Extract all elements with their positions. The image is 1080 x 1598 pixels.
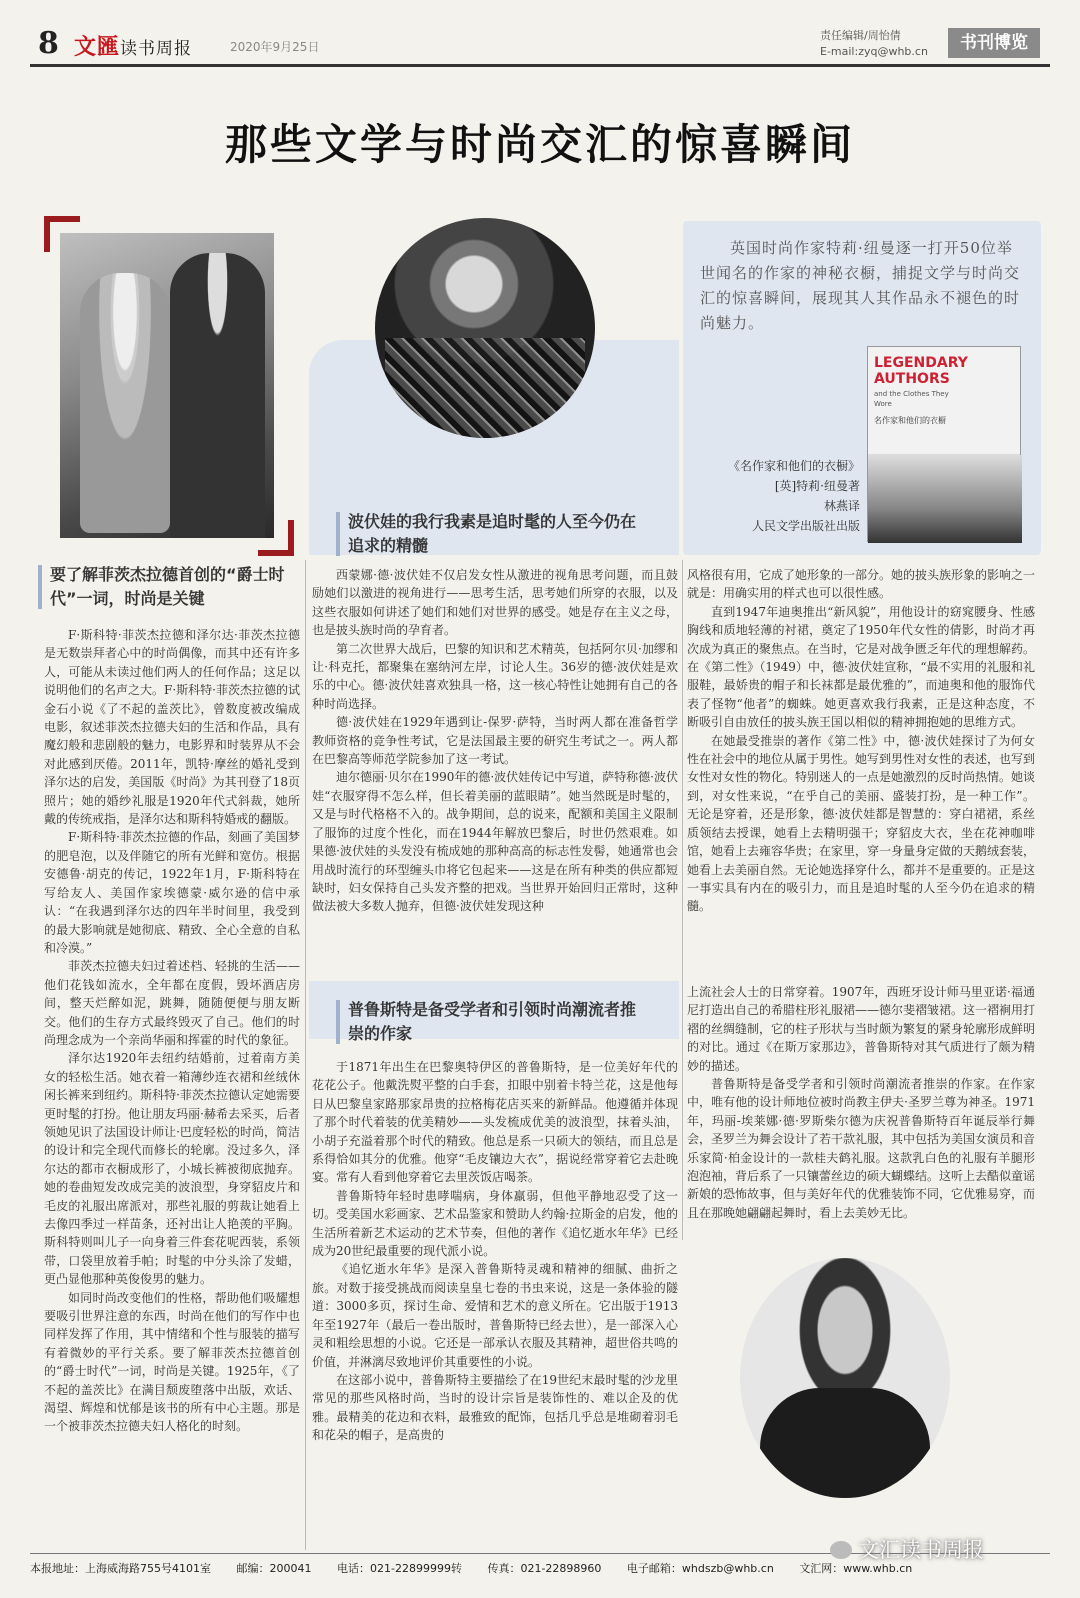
proust-photo — [740, 1258, 950, 1498]
paragraph: 如同时尚改变他们的性格，帮助他们吸耀想要吸引世界注意的东西，时尚在他们的写作中也同样发挥了作用，其中情绪和个性与服装的描写有着微妙的平行关系。要了解菲茨杰拉德首创的“爵士时代”一词，时尚是关键。1925年，《了不起的盖茨比》在满目颓废堕落中出版，欢话、渴望、辉煌和忧郁是该书的所有中心主题。那是一个被菲茨杰拉德夫妇人格化的时刻。 — [44, 1290, 300, 1434]
beauvoir-photo — [375, 218, 595, 438]
paragraph: 泽尔达1920年去纽约结婚前，过着南方美女的轻松生活。她衣着一箱薄纱连衣裙和丝绒休闲长裤来到纽约。斯科特·菲茨杰拉德认定她需要更时髦的打扮。他让朋友玛丽·赫希去采买，后者领她见识了法国设计师让·巴度轻松的时尚，简洁的设计和完全现代而修长的轮廓。没过多久，泽尔达的都市衣橱成形了，小城长裤被彻底抛弃。她的卷曲短发改成完美的波浪型，身穿貂皮片和毛皮的礼服出席派对，那些礼服的剪裁让她看上去像四季过一样苗条，还衬出让人艳羡的平胸。斯科特则叫儿子一向身着三件套花呢西装，系领带，口袋里放着手帕；时髦的中分头涂了发蜡，更凸显他那种英俊俊男的魅力。 — [44, 1051, 300, 1287]
paragraph: 普鲁斯特是备受学者和引领时尚潮流者推崇的作家。在作家中，唯有他的设计师地位被时尚教主伊夫·圣罗兰尊为神圣。1971年，玛丽-埃莱娜·德·罗斯柴尔德为庆祝普鲁斯特百年诞辰举行舞会，圣罗兰为舞会设计了若干款礼服，其中包括为美国女演员和音乐家简·柏金设计的一款桂夫鹤礼服。这款乳白色的礼服有羊腿形泡泡袖，背后系了一只镶蕾丝边的硕大蝴蝶结。这听上去酷似童谣新娘的恐怖故事，但与美好年代的优雅装饰不同，它优雅易穿，而且在那晚她翩翩起舞时，看上去美妙无比。 — [687, 1077, 1036, 1220]
footer-phone: 电话：021-22899999转 — [337, 1562, 462, 1575]
paragraph: 第二次世界大战后，巴黎的知识和艺术精英，包括阿尔贝·加缪和让·科克托，都聚集在塞纳河左岸，讨论人生。36岁的德·波伏娃是欢乐的中心。德·波伏娃喜欢独具一格，这一核心特性让她拥有自己的各种时尚选择。 — [312, 641, 678, 711]
book-cover — [867, 346, 1021, 542]
book-info — [690, 456, 860, 536]
article-column-5 — [687, 983, 1035, 1222]
column-rule — [305, 560, 306, 1550]
footer-email: 电子邮箱：whdszb@whb.cn — [626, 1562, 774, 1575]
proust-suit — [760, 1388, 930, 1498]
subhead-bar — [38, 565, 42, 609]
footer-web: 文汇网：www.whb.cn — [799, 1562, 913, 1575]
paragraph: 在她最受推崇的著作《第二性》中，德·波伏娃探讨了为何女性在社会中的地位从属于男性。她写到男性对女性的表述，也写到女性对女性的物化。特别迷人的一点是她激烈的反时尚热情。她谈到，对女性来说，“在乎自己的美丽、盛装打扮，是一种工作”。无论是穿着，还是形象，德·波伏娃都是智慧的：穿白裙裙，系丝质领结去授课，她看上去精明强干；穿貂皮大衣，坐在花神咖啡馆，她看上去雍容华贵；在家里，穿一身量身定做的天鹅绒套装，她看上去美丽自然。无论她选择穿什么，都并不是重要的。正是这一事实具有内在的吸引力，而且是追时髦的人至今仍在追求的精髓。 — [687, 733, 1036, 914]
wechat-icon — [830, 1541, 852, 1559]
book-publisher: 人民文学出版社出版 — [751, 519, 860, 533]
paragraph: 德·波伏娃在1929年遇到让-保罗·萨特，当时两人都在准备哲学教师资格的竞争性考试，它是法国最主要的研究生考试之一。两人都在巴黎高等师范学院参加了这一考试。 — [312, 715, 678, 767]
editor-info — [820, 28, 928, 60]
editor-email: E-mail:zyq@whb.cn — [820, 45, 928, 58]
paragraph: 于1871年出生在巴黎奥特伊区的普鲁斯特，是一位美好年代的花花公子。他戴洗熨平整的白手套，扣眼中别着卡特兰花，这是他每日从巴黎皇家路那家昂贵的拉格梅花店买来的新鲜品。他遵循并体现了那个时代着装的优美精妙——头发梳成优美的波浪型，抹着头油，小胡子充溢着那个时代的精致。他总是系一只硕大的领结，而且总是系得恰如其分的优雅。他穿“毛皮镶边大衣”，据说经常穿着它去赴晚宴。常有人看到他穿着它去里茨饭店喝茶。 — [312, 1060, 678, 1185]
subhead-text: 普鲁斯特是备受学者和引领时尚潮流者推崇的作家 — [348, 1000, 637, 1043]
paragraph: 菲茨杰拉德夫妇过着述档、轻挑的生活——他们花钱如流水，全年都在度假，毁坏酒店房间，整天烂醉如泥，跳舞，随随便便与朋友断交。他们的生存方式最终毁灭了自己。他们的时尚理念成为一个亲尚华丽和挥霍的时代的象征。 — [44, 959, 300, 1047]
paragraph: 西蒙娜·德·波伏娃不仅启发女性从激进的视角思考问题，而且鼓励她们以激进的视角进行——思考生活，思考她们所穿的衣服，以及这些衣服如何讲述了她们和她们对世界的感受。她是存在主义之母，也是披头族时尚的孕育者。 — [312, 568, 678, 638]
fitzgerald-photo — [60, 233, 274, 538]
masthead — [30, 26, 1050, 66]
article-column-4 — [312, 1058, 678, 1445]
subhead-fitzgerald — [50, 563, 300, 611]
page-number: 8 — [38, 26, 59, 61]
paragraph: 《追忆逝水年华》是深入普鲁斯特灵魂和精神的细腻、曲折之旅。对数于接受挑战而阅读皇皇七卷的书虫来说，这是一条体验的隧道：3000多页，探讨生命、爱情和艺术的意义所在。它出版于1913年至1927年（最后一卷出版时，普鲁斯特已经去世），是一部深入心灵和粗绘思想的小说。它还是一部承认衣服及其精神，超世俗共鸣的价值，并淋漓尽致地评价其重要性的小说。 — [312, 1262, 678, 1369]
paper-logo — [74, 30, 192, 61]
paragraph: 直到1947年迪奥推出“新风貌”，用他设计的窈窕腰身、性感胸线和质地轻薄的衬裙，奠定了1950年代女性的倩影，时尚才再次成为真正的聚焦点。在当时，它是对战争匮乏年代的理想解药。在《第二性》（1949）中，德·波伏娃宣称，“最不实用的礼服和礼服鞋，最娇贵的帽子和长袜都是最优雅的”，而迪奥和他的服饰代表了怪物“他者”的蜘蛛。她更喜欢我行我素，正是这种态度，不断吸引自由放任的披头族王国以相似的精神拥抱她的思维方式。 — [687, 604, 1036, 730]
zelda-figure — [80, 273, 170, 533]
paper-name: 文匯 — [74, 34, 121, 60]
paragraph: 迪尔德丽·贝尔在1990年的德·波伏娃传记中写道，萨特称德·波伏娃“衣服穿得不怎么样，但长着美丽的蓝眼睛”。她当然既是时髦的，又是与时代格格不入的。战争期间，总的说来，配额和美国主义限制了服饰的过度个性化，而在1944年解放巴黎后，时世仍然艰难。如果德·波伏娃的头发没有梳成她的那种高高的标志性发髻，她通常也会用战时流行的环型缠头巾将它包起来——这是在所有种类的供应都短缺时，妇女保持自己头发齐整的把戏。当世界开始回归正常时，这种做法被大多数人抛弃，但德·波伏娃发现这种 — [312, 770, 678, 914]
subhead-text: 要了解菲茨杰拉德首创的“爵士时代”一词，时尚是关键 — [50, 565, 285, 608]
article-column-1 — [44, 626, 300, 1436]
wechat-watermark — [830, 1534, 984, 1564]
footer-postcode: 邮编：200041 — [236, 1562, 312, 1575]
book-cover-image — [868, 455, 1022, 543]
section-tag: 书刊博览 — [948, 28, 1040, 58]
book-cover-title: LEGENDARY AUTHORS — [874, 355, 968, 387]
pull-quote: 英国时尚作家特莉·纽曼逐一打开50位举世闻名的作家的神秘衣橱，捕捉文学与时尚交汇的惊喜瞬间，展现其人其作品永不褪色的时尚魅力。 — [700, 239, 1021, 332]
subhead-beauvoir — [348, 510, 648, 558]
subhead-bar — [336, 1000, 340, 1044]
column-rule — [682, 560, 683, 1240]
watermark-text: 文汇读书周报 — [858, 1538, 984, 1562]
book-translator: 林燕译 — [823, 499, 860, 513]
subhead-bar — [336, 512, 340, 556]
scott-figure — [170, 253, 265, 538]
paragraph: F·斯科特·菲茨杰拉德的作品，刻画了美国梦的肥皂泡，以及伴随它的所有光鲜和宽仿。根据安德鲁·胡克的传记，1922年1月，F·斯科特在写给友人、美国作家埃德蒙·威尔逊的信中承认：“在我遇到泽尔达的四年半时间里，我受到的最大影响就是她彻底、精致、全心全意的自私和冷漠。” — [44, 830, 300, 955]
article-column-3 — [687, 566, 1035, 916]
subhead-text: 波伏娃的我行我素是追时髦的人至今仍在追求的精髓 — [348, 512, 637, 555]
headline: 那些文学与时尚交汇的惊喜瞬间 — [224, 120, 855, 169]
book-title: 《名作家和他们的衣橱》 — [727, 459, 860, 473]
subhead-proust — [348, 998, 648, 1046]
photo-bracket-bottom — [258, 520, 294, 556]
paragraph: F·斯科特·菲茨杰拉德和泽尔达·菲茨杰拉德是无数崇拜者心中的时尚偶像，而其中还有许多人，可能从未读过他们两人的任何作品；这足以说明他们的名声之大。F·斯科特·菲茨杰拉德的试金石小说《了不起的盖茨比》，曾数度被改编成电影，叙述菲茨杰拉德夫妇的生活和作品，具有魔幻般和悲剧般的魅力，电影界和时装界从不会对此感到厌倦。2011年，凯特·摩丝的婚礼受到泽尔达的启发，美国版《时尚》为其刊登了18页照片；她的婚纱礼服是1920年代式斜裁，她所戴的传统戒指，是泽尔达和斯科特婚戒的翻版。 — [44, 628, 300, 827]
paragraph: 在这部小说中，普鲁斯特主要描绘了在19世纪末最时髦的沙龙里常见的那些风格时尚，当时的设计宗旨是装饰性的、难以企及的优雅。最精美的花边和衣料，最雅致的配饰，包括几乎总是堆砌着羽毛和花朵的帽子，是高贵的 — [312, 1372, 678, 1443]
footer-address: 本报地址：上海威海路755号4101室 — [30, 1562, 211, 1575]
editor-name: 责任编辑/周怡倩 — [820, 29, 901, 42]
paragraph: 风格很有用，它成了她形象的一部分。她的披头族形象的影响之一就是：用确实用的样式也可以很性感。 — [687, 568, 1036, 601]
paragraph: 普鲁斯特年轻时患哮喘病，身体羸弱，但他平静地忍受了这一切。受美国水彩画家、艺术品鉴家和赞助人约翰·拉斯金的启发，他的生活所着新艺术运动的艺术节奏，但他的著作《追忆逝水年华》已经成为20世纪最重要的现代派小说。 — [312, 1188, 678, 1259]
paragraph: 上流社会人士的日常穿着。1907年，西班牙设计师马里亚诺·福通尼打造出自己的希腊柱形礼服裙——德尔斐褶皱裙。这一褶裥用打褶的丝绸缝制，它的柱子形状与当时颇为繁复的紧身轮廓形成鲜明的对比。通过《在斯万家那边》，普鲁斯特对其气质进行了颇为精妙的描述。 — [687, 985, 1036, 1073]
book-cover-cn-title: 名作家和他们的衣橱 — [874, 416, 946, 425]
article-column-2 — [312, 566, 678, 916]
masthead-rule — [30, 64, 1050, 67]
book-author: [英]特莉·纽曼著 — [774, 479, 860, 493]
paper-subname: 读书周报 — [120, 39, 193, 59]
book-cover-subtitle: and the Clothes They Wore — [874, 390, 949, 408]
beauvoir-jacket — [385, 338, 585, 438]
footer-fax: 传真：021-22898960 — [487, 1562, 602, 1575]
publication-date: 2020年9月25日 — [230, 40, 320, 54]
